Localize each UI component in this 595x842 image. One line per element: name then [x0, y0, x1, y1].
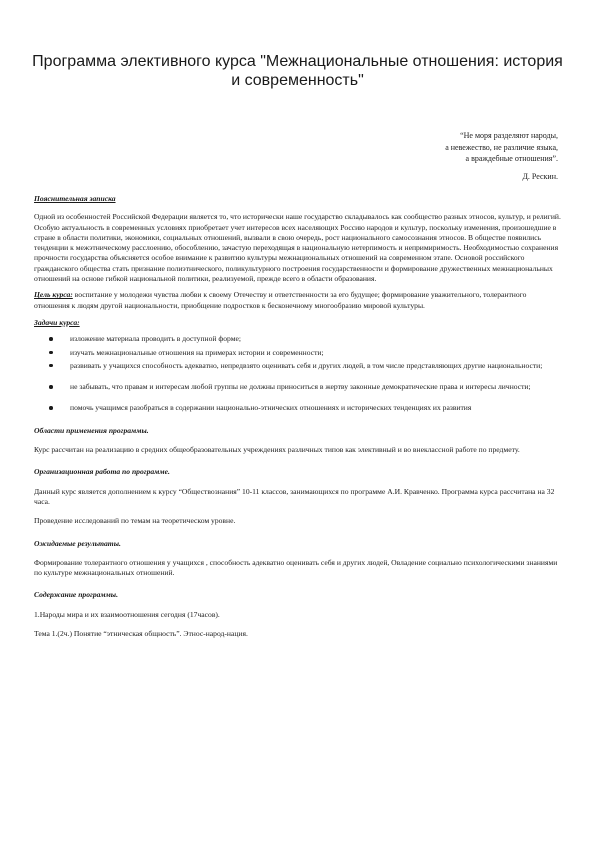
explanatory-note-text: Одной из особенностей Российской Федерации является то, что исторически наше государство складывалось как сообщество разных этносов, культур, и религий. Особую актуальность в современных условиях приобретает учет интересов всех населяющих Россию народов и культур, поскольку изменения, произошедшие в стране в области политики, экономики, социальных отношений, вызвали в свою очередь, рост национального самосознания этносов. В обществе появились тенденции к межэтническому расслоению, обособлению, зачастую переходящая в национальную нетерпимость и непримиримость. Необходимостью сохранения прочности государства объясняется особое внимание к развитию культуры межнациональных отношений на современном этапе. Основой российского гражданского общества стать признание полиэтнического, поликультурного построения государственности и формирование дружественных межнациональных отношений на основе гибкой национальной политики, реализуемой, прежде всего в области образования. [34, 212, 561, 284]
epigraph-line: а невежество, не различие языка, [445, 142, 558, 152]
application-heading: Области применения программы. [34, 425, 149, 435]
epigraph-line: “Не моря разделяют народы, [460, 131, 558, 140]
application-text: Курс рассчитан на реализацию в средних общеобразовательных учреждениях различных типов как элективный и во внеклассной работе по предмету. [34, 445, 520, 455]
organization-heading: Организационная работа по программе. [34, 467, 170, 477]
contents-heading: Содержание программы. [34, 590, 118, 600]
application-section [34, 426, 561, 456]
list-item: развивать у учащихся способность адекватно, непредвзято оценивать себя и других людей, в том числе представляющих другие национальности; [70, 361, 561, 371]
page-title: Программа элективного курса "Межнациональные отношения: история и современность" [32, 53, 563, 89]
list-item: помочь учащимся разобраться в содержании национально-этнических отношениях и исторических тенденциях их развития [70, 403, 561, 413]
tasks-list [34, 334, 561, 413]
organization-text-2: Проведение исследований по темам на теоретическом уровне. [34, 516, 236, 526]
goal-text: воспитание у молодежи чувства любви к своему Отечеству и ответственности за его будущее; формирование уважительного, толерантного отношения к людям другой национальности, приобщение подростков к бесконечному многообразию мировой культуры. [34, 290, 527, 310]
epigraph [298, 130, 558, 182]
epigraph-line: а враждебные отношения”. [465, 154, 558, 163]
list-item: изучать межнациональные отношения на примерах истории и современности; [70, 348, 561, 358]
goal-paragraph [34, 290, 561, 311]
organization-text: Данный курс является дополнением к курсу “Обществознания” 10-11 классов, занимающихся по программе А.И. Кравченко. Программа курса рассчитана на 32 часа. [34, 486, 555, 506]
results-heading: Ожидаемые результаты. [34, 538, 121, 548]
results-text: Формирование толерантного отношения у учащихся , способность адекватно оценивать себя и других людей, Овладение социально психологическими знаниями по культуре межнациональных отношений. [34, 557, 558, 578]
explanatory-note-heading: Пояснительная записка [34, 194, 116, 203]
tasks-heading: Задачи курса: [34, 317, 80, 327]
list-item: изложение материала проводить в доступной форме; [70, 334, 561, 344]
organization-section [34, 467, 561, 526]
results-section [34, 539, 561, 579]
list-item: не забывать, что правам и интересам любой группы не должны приноситься в жертву законные демократические права и интересы личности; [70, 382, 561, 392]
goal-label: Цель курса: [34, 290, 73, 300]
contents-section [34, 590, 561, 639]
document-body [34, 194, 561, 639]
contents-item: 1.Народы мира и их взаимоотношения сегодня (17часов). [34, 609, 220, 619]
epigraph-author: Д. Рескин. [522, 171, 558, 181]
contents-item: Тема 1.(2ч.) Понятие “этническая общность”. Этнос-народ-нация. [34, 629, 248, 639]
